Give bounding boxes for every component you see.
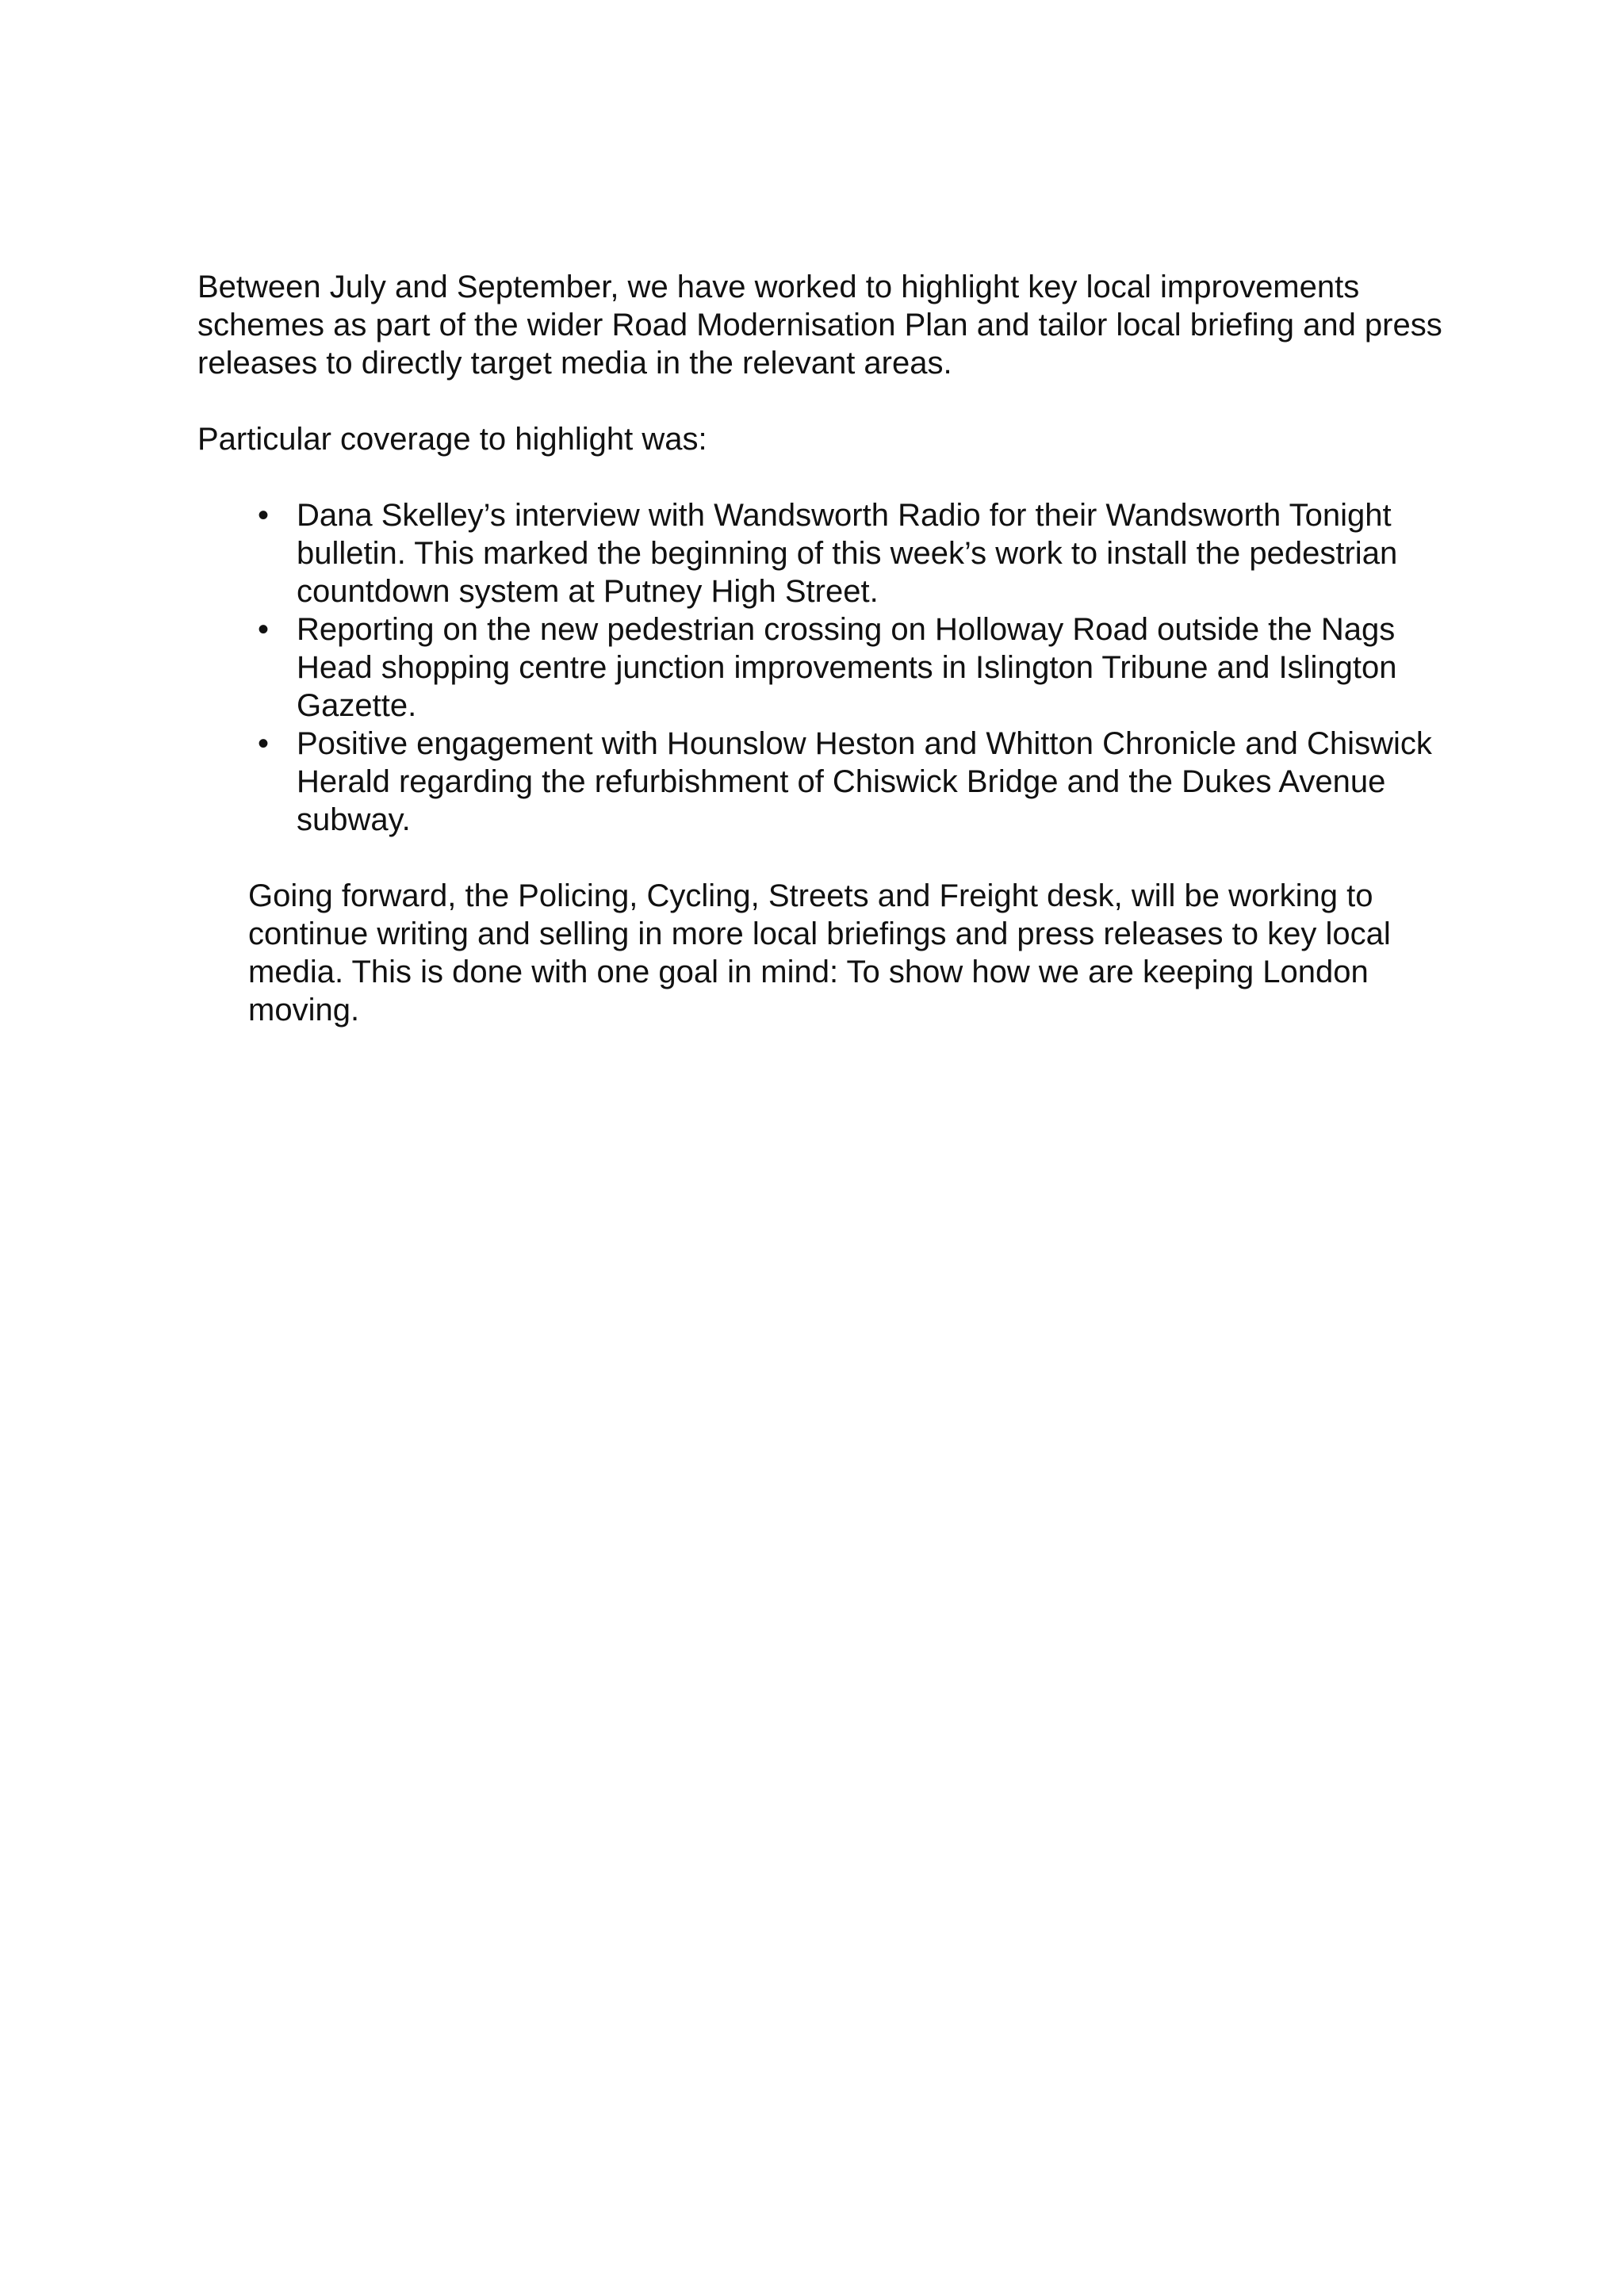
- coverage-lead-paragraph: Particular coverage to highlight was:: [197, 422, 707, 457]
- document-body: [197, 268, 1458, 1029]
- list-item-text: Reporting on the new pedestrian crossing on Holloway Road outside the Nags Head shopping centre junction improvements in Islington Tribune and Islington Gazette.: [297, 612, 1397, 723]
- list-item: [197, 496, 1458, 610]
- closing-paragraph: Going forward, the Policing, Cycling, Streets and Freight desk, will be working to continue writing and selling in more local briefings and press releases to key local media. This is done with one goal in mind: To show how we are keeping London moving.: [248, 878, 1391, 1027]
- list-item: [197, 725, 1458, 839]
- intro-paragraph: Between July and September, we have worked to highlight key local improvements schemes as part of the wider Road Modernisation Plan and tailor local briefing and press releases to directly target media in the relevant areas.: [197, 270, 1442, 381]
- bullet-icon: •: [257, 726, 269, 761]
- bullet-icon: •: [257, 498, 269, 533]
- list-item: [197, 610, 1458, 725]
- bullet-icon: •: [257, 612, 269, 647]
- coverage-bullet-list: [197, 496, 1458, 839]
- list-item-text: Dana Skelley’s interview with Wandsworth Radio for their Wandsworth Tonight bulletin. This marked the beginning of this week’s work to install the pedestrian countdown system at Putney High Street.: [297, 498, 1398, 609]
- list-item-text: Positive engagement with Hounslow Heston and Whitton Chronicle and Chiswick Herald regarding the refurbishment of Chiswick Bridge and the Dukes Avenue subway.: [297, 726, 1432, 837]
